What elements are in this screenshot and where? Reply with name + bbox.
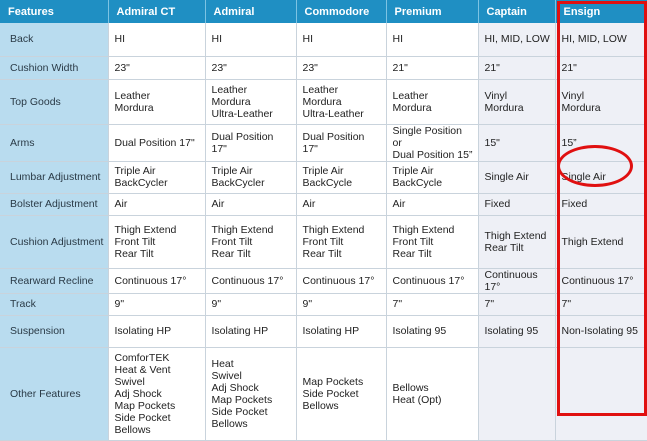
table-cell bbox=[296, 161, 386, 193]
cell-line: Heat & Vent bbox=[114, 363, 171, 376]
table-cell bbox=[108, 193, 205, 215]
table-cell bbox=[478, 268, 555, 293]
cell-line: Swivel bbox=[211, 369, 242, 382]
cell-line: HI bbox=[302, 33, 313, 46]
table-cell bbox=[205, 193, 296, 215]
cell-line: Mordura bbox=[561, 101, 601, 114]
cell-line: Ultra-Leather bbox=[302, 107, 364, 120]
feature-label: Rearward Recline bbox=[0, 268, 108, 293]
cell-line: Vinyl bbox=[484, 89, 508, 102]
cell-line: Isolating 95 bbox=[392, 325, 447, 337]
cell-line: 23" bbox=[114, 61, 130, 74]
table-cell bbox=[386, 161, 478, 193]
cell-line: Fixed bbox=[484, 198, 511, 210]
feature-label: Arms bbox=[0, 124, 108, 161]
cell-line: Fixed bbox=[561, 198, 588, 210]
cell-line: Rear Tilt bbox=[302, 247, 342, 260]
cell-line: Continuous 17° bbox=[114, 274, 187, 287]
table-cell bbox=[296, 56, 386, 79]
cell-line: Dual Position 15” bbox=[392, 148, 473, 161]
cell-line: ComforTEK bbox=[114, 351, 170, 364]
cell-line: HI bbox=[392, 33, 403, 46]
table-cell bbox=[296, 347, 386, 440]
cell-line: Dual Position 17" bbox=[114, 136, 195, 149]
feature-label: Back bbox=[0, 23, 108, 56]
table-cell bbox=[386, 347, 478, 440]
table-cell bbox=[478, 79, 555, 124]
cell-line: Heat bbox=[211, 357, 234, 370]
column-header-3: Commodore bbox=[296, 0, 386, 23]
table-cell bbox=[478, 193, 555, 215]
table-cell bbox=[205, 347, 296, 440]
table-cell bbox=[478, 347, 555, 440]
table-cell bbox=[478, 315, 555, 347]
table-cell bbox=[108, 315, 205, 347]
feature-label: Top Goods bbox=[0, 79, 108, 124]
ensign-column-highlight bbox=[557, 1, 647, 416]
table-cell bbox=[205, 124, 296, 161]
cell-line: Thigh Extend bbox=[484, 229, 547, 242]
cell-line: Triple Air bbox=[211, 165, 253, 177]
cell-line: BackCycle bbox=[302, 177, 353, 189]
cell-line: Front Tilt bbox=[392, 235, 434, 248]
table-cell bbox=[386, 293, 478, 315]
cell-line: Continuous 17° bbox=[484, 268, 538, 293]
cell-line: Isolating HP bbox=[302, 325, 360, 337]
cell-line: Air bbox=[114, 198, 128, 210]
table-row bbox=[0, 215, 647, 268]
cell-line: Thigh Extend bbox=[392, 223, 455, 236]
table-cell bbox=[108, 124, 205, 161]
cell-line: Vinyl bbox=[561, 89, 585, 102]
cell-line: Bellows bbox=[302, 399, 339, 412]
cell-line: Single Position or bbox=[392, 124, 462, 149]
table-cell bbox=[386, 124, 478, 161]
cell-line: Side Pocket bbox=[302, 387, 359, 400]
column-header-2: Admiral bbox=[205, 0, 296, 23]
cell-line: 21" bbox=[392, 61, 408, 74]
cell-line: Triple Air bbox=[302, 165, 344, 177]
cell-line: Front Tilt bbox=[114, 235, 156, 248]
table-cell bbox=[478, 215, 555, 268]
table-row bbox=[0, 293, 647, 315]
cell-line: BackCycle bbox=[392, 177, 443, 189]
table-cell bbox=[205, 23, 296, 56]
cell-line: Triple Air bbox=[114, 165, 156, 177]
cell-line: HI, MID, LOW bbox=[484, 33, 550, 46]
table-row bbox=[0, 161, 647, 193]
cell-line: Heat (Opt) bbox=[392, 393, 442, 406]
table-cell bbox=[386, 193, 478, 215]
table-cell bbox=[296, 293, 386, 315]
cell-line: Thigh Extend bbox=[114, 223, 177, 236]
table-cell bbox=[108, 79, 205, 124]
table-cell bbox=[386, 23, 478, 56]
single-air-circle bbox=[557, 145, 633, 187]
feature-label: Track bbox=[0, 293, 108, 315]
column-header-1: Admiral CT bbox=[108, 0, 205, 23]
cell-line: Leather bbox=[302, 83, 339, 96]
cell-line: Air bbox=[211, 198, 225, 210]
cell-line: Bellows bbox=[392, 381, 429, 394]
cell-line: Leather bbox=[392, 89, 429, 102]
table-cell bbox=[205, 79, 296, 124]
cell-line: Ultra-Leather bbox=[211, 107, 273, 120]
cell-line: Continuous 17° bbox=[211, 274, 284, 287]
cell-line: 15” bbox=[561, 136, 577, 149]
table-cell bbox=[386, 56, 478, 79]
column-header-6: Ensign bbox=[555, 0, 647, 23]
cell-line: Air bbox=[302, 198, 316, 210]
table-cell bbox=[296, 268, 386, 293]
table-cell bbox=[386, 268, 478, 293]
cell-line: Continuous 17° bbox=[561, 274, 634, 287]
cell-line: 9" bbox=[114, 298, 125, 310]
cell-line: Rear Tilt bbox=[392, 247, 432, 260]
table-row bbox=[0, 347, 647, 440]
cell-line: 15" bbox=[484, 136, 500, 149]
table-cell bbox=[205, 315, 296, 347]
cell-line: Adj Shock bbox=[211, 381, 259, 394]
cell-line: Single Air bbox=[484, 171, 529, 183]
cell-line: Dual Position 17" bbox=[302, 130, 365, 155]
cell-line: 21" bbox=[561, 61, 577, 74]
table-cell bbox=[108, 161, 205, 193]
table-row bbox=[0, 315, 647, 347]
table-cell bbox=[296, 124, 386, 161]
table-cell bbox=[296, 23, 386, 56]
cell-line: Single Air bbox=[561, 171, 606, 183]
cell-line: Adj Shock bbox=[114, 387, 162, 400]
cell-line: 23" bbox=[211, 61, 227, 74]
column-header-4: Premium bbox=[386, 0, 478, 23]
cell-line: Triple Air bbox=[392, 165, 434, 177]
table-cell bbox=[296, 193, 386, 215]
cell-line: Isolating HP bbox=[114, 325, 172, 337]
column-header-5: Captain bbox=[478, 0, 555, 23]
cell-line: 7" bbox=[484, 298, 495, 310]
cell-line: 23" bbox=[302, 61, 318, 74]
table-row bbox=[0, 79, 647, 124]
feature-label: Other Features bbox=[0, 347, 108, 440]
table-cell bbox=[478, 56, 555, 79]
header-row bbox=[0, 0, 647, 23]
cell-line: HI, MID, LOW bbox=[561, 33, 627, 46]
table-cell bbox=[386, 315, 478, 347]
cell-line: HI bbox=[114, 33, 125, 46]
table-cell bbox=[205, 161, 296, 193]
table-cell bbox=[108, 268, 205, 293]
table-cell bbox=[296, 79, 386, 124]
cell-line: Map Pockets bbox=[211, 393, 273, 406]
feature-label: Bolster Adjustment bbox=[0, 193, 108, 215]
table-row bbox=[0, 268, 647, 293]
table-cell bbox=[108, 293, 205, 315]
cell-line: Rear Tilt bbox=[114, 247, 154, 260]
cell-line: Isolating HP bbox=[211, 325, 269, 337]
table-row bbox=[0, 23, 647, 56]
cell-line: 9" bbox=[302, 298, 313, 310]
cell-line: Mordura bbox=[392, 101, 432, 114]
table-cell bbox=[108, 347, 205, 440]
table-row bbox=[0, 193, 647, 215]
cell-line: Front Tilt bbox=[211, 235, 253, 248]
table-cell bbox=[205, 215, 296, 268]
cell-line: 7" bbox=[561, 298, 572, 310]
cell-line: Mordura bbox=[114, 101, 154, 114]
cell-line: BackCycler bbox=[211, 177, 265, 189]
cell-line: Thigh Extend bbox=[561, 235, 624, 248]
cell-line: Continuous 17° bbox=[392, 274, 465, 287]
table-cell bbox=[478, 293, 555, 315]
cell-line: 7" bbox=[392, 298, 403, 310]
cell-line: Continuous 17° bbox=[302, 274, 375, 287]
cell-line: Isolating 95 bbox=[484, 325, 539, 337]
cell-line: Dual Position 17" bbox=[211, 130, 274, 155]
cell-line: Map Pockets bbox=[114, 399, 176, 412]
cell-line: Side Pocket bbox=[211, 405, 268, 418]
cell-line: Thigh Extend bbox=[211, 223, 274, 236]
table-cell bbox=[478, 23, 555, 56]
table-cell bbox=[296, 215, 386, 268]
cell-line: Bellows bbox=[114, 423, 151, 436]
table-cell bbox=[108, 23, 205, 56]
cell-line: Leather bbox=[114, 89, 151, 102]
feature-label: Suspension bbox=[0, 315, 108, 347]
cell-line: Rear Tilt bbox=[211, 247, 251, 260]
cell-line: 9" bbox=[211, 298, 222, 310]
cell-line: Thigh Extend bbox=[302, 223, 365, 236]
table-cell bbox=[478, 124, 555, 161]
table-cell bbox=[108, 215, 205, 268]
cell-line: 21" bbox=[484, 61, 500, 74]
table-row bbox=[0, 56, 647, 79]
cell-line: Front Tilt bbox=[302, 235, 344, 248]
cell-line: Side Pocket bbox=[114, 411, 171, 424]
feature-label: Lumbar Adjustment bbox=[0, 161, 108, 193]
cell-line: Bellows bbox=[211, 417, 248, 430]
cell-line: Mordura bbox=[302, 95, 342, 108]
table-cell bbox=[108, 56, 205, 79]
cell-line: Non-Isolating 95 bbox=[561, 325, 638, 337]
table-cell bbox=[205, 268, 296, 293]
cell-line: Air bbox=[392, 198, 406, 210]
feature-label: Cushion Width bbox=[0, 56, 108, 79]
table-cell bbox=[205, 56, 296, 79]
feature-label: Cushion Adjustment bbox=[0, 215, 108, 268]
cell-line: Swivel bbox=[114, 375, 145, 388]
table-cell bbox=[386, 215, 478, 268]
table-cell bbox=[386, 79, 478, 124]
cell-line: BackCycler bbox=[114, 177, 168, 189]
cell-line: HI bbox=[211, 33, 222, 46]
table-row bbox=[0, 124, 647, 161]
cell-line: Rear Tilt bbox=[484, 241, 524, 254]
table-cell bbox=[205, 293, 296, 315]
cell-line: Leather bbox=[211, 83, 248, 96]
column-header-0: Features bbox=[0, 0, 108, 23]
cell-line: Map Pockets bbox=[302, 375, 364, 388]
table-cell bbox=[296, 315, 386, 347]
cell-line: Mordura bbox=[484, 101, 524, 114]
table-cell bbox=[478, 161, 555, 193]
cell-line: Mordura bbox=[211, 95, 251, 108]
